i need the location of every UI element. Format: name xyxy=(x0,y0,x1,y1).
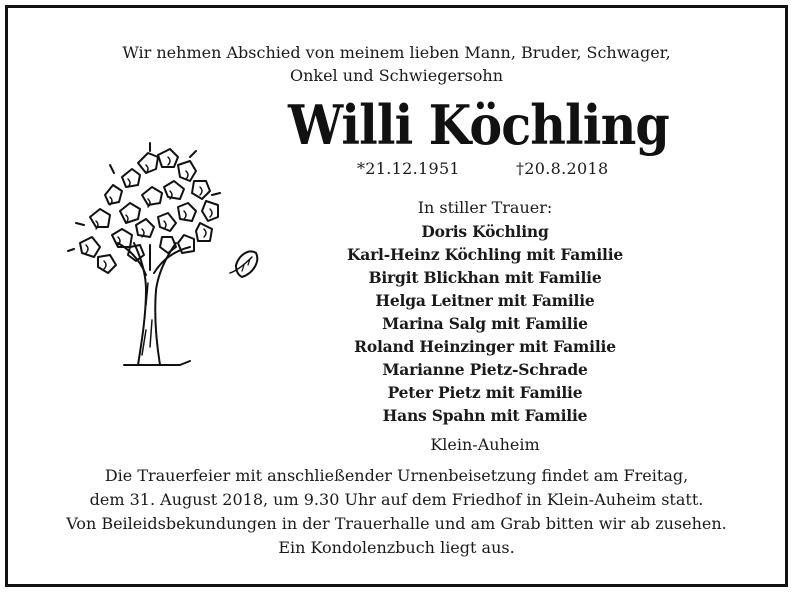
mourner-name: Roland Heinzinger mit Familie xyxy=(354,337,616,356)
falling-leaf-icon xyxy=(230,252,257,278)
funeral-notice-line-1: Die Trauerfeier mit anschließender Urnenbeisetzung findet am Freitag, xyxy=(104,466,689,485)
funeral-notice-line-4: Ein Kondolenzbuch liegt aus. xyxy=(278,538,515,557)
funeral-notice-line-3: Von Beileidsbekundungen in der Trauerhalle und am Grab bitten wir ab zusehen. xyxy=(66,514,727,533)
mourner-name: Birgit Blickhan mit Familie xyxy=(368,268,602,287)
mourner-name: Peter Pietz mit Familie xyxy=(387,383,583,402)
mourner-name: Helga Leitner mit Familie xyxy=(375,291,595,310)
mourner-name: Karl-Heinz Köchling mit Familie xyxy=(346,245,624,264)
mourning-label: In stiller Trauer: xyxy=(417,198,553,217)
funeral-notice-line-2: dem 31. August 2018, um 9.30 Uhr auf dem Friedhof in Klein-Auheim statt. xyxy=(89,490,704,509)
place-name: Klein-Auheim xyxy=(430,435,540,454)
tree-trunk xyxy=(134,243,176,365)
mourner-name: Doris Köchling xyxy=(421,222,549,241)
mourners-list xyxy=(300,220,670,427)
death-date: †20.8.2018 xyxy=(516,159,609,178)
mourner-name: Marianne Pietz-Schrade xyxy=(382,360,588,379)
deceased-name: Willi Köchling xyxy=(288,93,669,157)
intro-line-1: Wir nehmen Abschied von meinem lieben Mann, Bruder, Schwager, xyxy=(122,43,671,62)
tree-roots xyxy=(124,361,190,365)
birth-date: *21.12.1951 xyxy=(357,159,460,178)
mourner-name: Marina Salg mit Familie xyxy=(382,314,588,333)
tree-icon xyxy=(50,125,265,370)
mourner-name: Hans Spahn mit Familie xyxy=(382,406,588,425)
intro-line-2: Onkel und Schwiegersohn xyxy=(289,66,504,85)
